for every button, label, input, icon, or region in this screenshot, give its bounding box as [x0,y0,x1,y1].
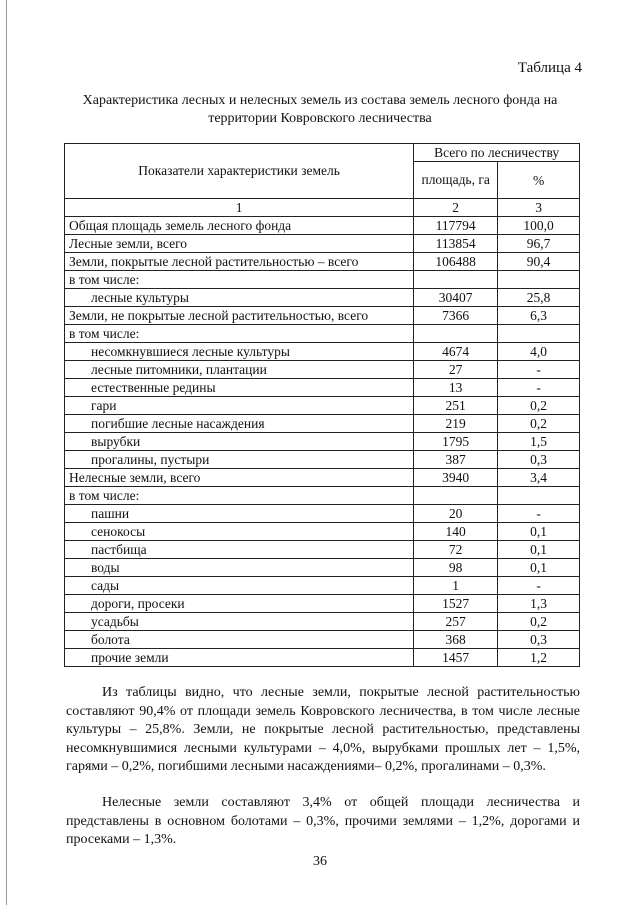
row-label: сады [65,577,414,595]
row-label: дороги, просеки [65,595,414,613]
row-label: Нелесные земли, всего [65,469,414,487]
table-row [65,595,580,613]
row-label: прогалины, пустыри [65,451,414,469]
row-label: Общая площадь земель лесного фонда [65,217,414,235]
table-row [65,433,580,451]
table-row [65,631,580,649]
row-label: естественные редины [65,379,414,397]
row-area: 1795 [414,433,498,451]
header-group: Всего по лесничеству [414,144,580,162]
row-label: несомкнувшиеся лесные культуры [65,343,414,361]
table-body [65,217,580,667]
row-label: пашни [65,505,414,523]
table-row [65,613,580,631]
row-area: 1457 [414,649,498,667]
row-label: усадьбы [65,613,414,631]
row-area: 257 [414,613,498,631]
row-area: 219 [414,415,498,433]
row-pct: 0,3 [498,451,580,469]
row-label: в том числе: [65,325,414,343]
row-pct: 0,2 [498,613,580,631]
row-pct: - [498,577,580,595]
table-row [65,397,580,415]
row-area: 106488 [414,253,498,271]
row-pct: 90,4 [498,253,580,271]
row-area: 20 [414,505,498,523]
row-pct [498,325,580,343]
table-row [65,577,580,595]
row-area: 30407 [414,289,498,307]
paragraph: Нелесные земли составляют 3,4% от общей площади лесничества и представлены в основном болотами – 0,3%, прочими землями – 1,2%, дорогами и просеками – 1,3%. [66,795,580,847]
row-pct: 1,5 [498,433,580,451]
row-area: 72 [414,541,498,559]
table-title: Характеристика лесных и нелесных земель из состава земель лесного фонда на территории Ковровского лесничества [82,93,558,126]
row-pct [498,487,580,505]
table-row [65,541,580,559]
row-pct: 25,8 [498,289,580,307]
row-label: воды [65,559,414,577]
col-number: 2 [414,199,498,217]
paragraph: Из таблицы видно, что лесные земли, покрытые лесной растительностью составляют 90,4% от площади земель Ковровского лесничества, в том числе лесные культуры – 25,8%. Земли, не покрытые лесной растительностью, представлены несомкнувшимися лесными культурами – 4,0%, вырубками прошлых лет – 1,5%, гарями – 0,2%, погибшими лесными насаждениями– 0,2%, прогалинами – 0,3%. [66,685,580,774]
row-area: 3940 [414,469,498,487]
header-main: Показатели характеристики земель [65,144,414,199]
table-row [65,379,580,397]
row-pct: 0,1 [498,523,580,541]
row-label: погибшие лесные насаждения [65,415,414,433]
row-pct: 6,3 [498,307,580,325]
row-pct: 3,4 [498,469,580,487]
row-label: пастбища [65,541,414,559]
row-pct: 0,1 [498,541,580,559]
table-row [65,253,580,271]
table-row [65,469,580,487]
row-label: в том числе: [65,487,414,505]
row-label: лесные питомники, плантации [65,361,414,379]
table-row [65,343,580,361]
table-row [65,523,580,541]
col-number: 3 [498,199,580,217]
page-margin-line [6,0,7,905]
row-label: Лесные земли, всего [65,235,414,253]
header-pct: % [498,162,580,199]
row-label: гари [65,397,414,415]
row-area [414,325,498,343]
row-pct: 0,2 [498,397,580,415]
table-row [65,649,580,667]
table-row [65,361,580,379]
row-pct: 0,3 [498,631,580,649]
row-pct: 100,0 [498,217,580,235]
row-pct: 0,2 [498,415,580,433]
table-row [65,487,580,505]
land-table [64,143,580,667]
row-area [414,271,498,289]
row-label: болота [65,631,414,649]
row-area: 1527 [414,595,498,613]
row-pct: 0,1 [498,559,580,577]
row-area: 117794 [414,217,498,235]
row-label: прочие земли [65,649,414,667]
table-row [65,235,580,253]
row-area: 1 [414,577,498,595]
table-row [65,289,580,307]
row-pct: 96,7 [498,235,580,253]
row-area: 27 [414,361,498,379]
row-area: 98 [414,559,498,577]
row-label: Земли, покрытые лесной растительностью – всего [65,253,414,271]
table-row [65,559,580,577]
table-row [65,505,580,523]
table-label: Таблица 4 [517,60,582,76]
header-area: площадь, га [414,162,498,199]
row-label: сенокосы [65,523,414,541]
row-area: 113854 [414,235,498,253]
row-label: вырубки [65,433,414,451]
row-label: лесные культуры [65,289,414,307]
table-row [65,325,580,343]
row-pct: 1,2 [498,649,580,667]
table-row [65,451,580,469]
row-area: 251 [414,397,498,415]
table-row [65,271,580,289]
row-area: 368 [414,631,498,649]
table-row [65,307,580,325]
row-pct: - [498,361,580,379]
row-label: Земли, не покрытые лесной растительностью, всего [65,307,414,325]
row-area: 387 [414,451,498,469]
row-area: 7366 [414,307,498,325]
row-label: в том числе: [65,271,414,289]
row-pct: 1,3 [498,595,580,613]
row-pct: - [498,505,580,523]
row-area: 13 [414,379,498,397]
row-pct: 4,0 [498,343,580,361]
page-number: 36 [313,854,327,869]
col-number: 1 [65,199,414,217]
row-pct [498,271,580,289]
table-row [65,415,580,433]
row-area: 140 [414,523,498,541]
row-area: 4674 [414,343,498,361]
row-pct: - [498,379,580,397]
table-row [65,217,580,235]
row-area [414,487,498,505]
